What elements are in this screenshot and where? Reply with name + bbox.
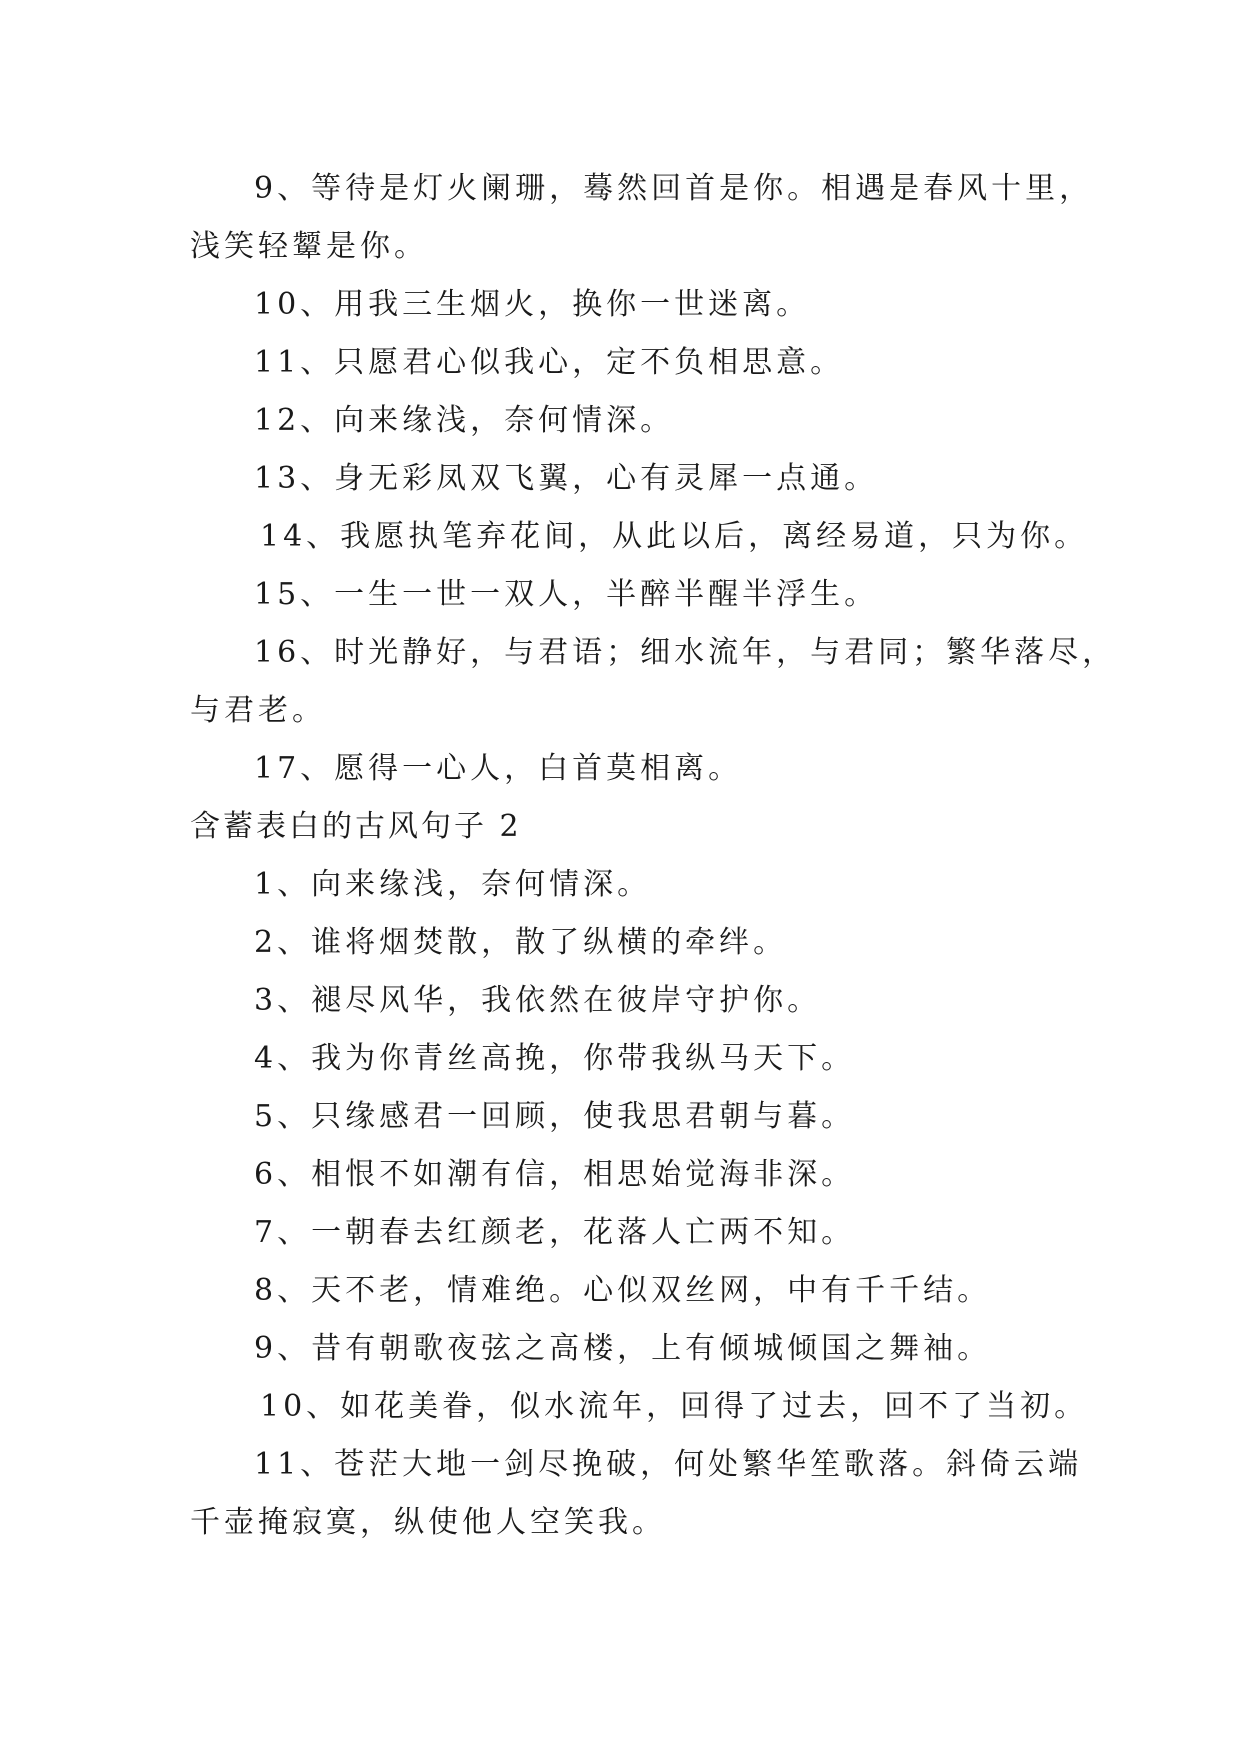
paragraph-line: 1、向来缘浅，奈何情深。 (254, 867, 652, 902)
paragraph-line: 千壶掩寂寞，纵使他人空笑我。 (190, 1505, 666, 1540)
paragraph-line: 5、只缘感君一回顾，使我思君朝与暮。 (254, 1099, 856, 1134)
paragraph-line: 8、天不老，情难绝。心似双丝网，中有千千结。 (254, 1273, 992, 1308)
paragraph-line: 4、我为你青丝高挽，你带我纵马天下。 (254, 1041, 856, 1076)
paragraph-line: 12、向来缘浅，奈何情深。 (254, 403, 675, 438)
paragraph-line: 17、愿得一心人，白首莫相离。 (254, 751, 743, 786)
paragraph-line: 14、我愿执笔弃花间，从此以后，离经易道，只为你。 (260, 519, 1089, 554)
paragraph-line: 9、等待是灯火阑珊，蓦然回首是你。相遇是春风十里， (254, 171, 1094, 206)
paragraph-line: 2、谁将烟焚散，散了纵横的牵绊。 (254, 925, 788, 960)
paragraph-line: 浅笑轻颦是你。 (190, 229, 428, 264)
paragraph-line: 11、苍茫大地一剑尽挽破，何处繁华笙歌落。斜倚云端 (254, 1447, 1083, 1482)
paragraph-line: 9、昔有朝歌夜弦之高楼，上有倾城倾国之舞袖。 (254, 1331, 992, 1366)
paragraph-line: 10、如花美眷，似水流年，回得了过去，回不了当初。 (260, 1389, 1089, 1424)
paragraph-line: 3、褪尽风华，我依然在彼岸守护你。 (254, 983, 822, 1018)
paragraph-line: 与君老。 (190, 693, 326, 728)
paragraph-line: 13、身无彩凤双飞翼，心有灵犀一点通。 (254, 461, 879, 496)
paragraph-line: 11、只愿君心似我心，定不负相思意。 (254, 345, 845, 380)
paragraph-line: 7、一朝春去红颜老，花落人亡两不知。 (254, 1215, 856, 1250)
paragraph-line: 10、用我三生烟火，换你一世迷离。 (254, 287, 811, 322)
document-body (190, 160, 1117, 1552)
paragraph-line: 16、时光静好，与君语；细水流年，与君同；繁华落尽， (254, 635, 1117, 670)
paragraph-line: 15、一生一世一双人，半醉半醒半浮生。 (254, 577, 879, 612)
paragraph-line: 6、相恨不如潮有信，相思始觉海非深。 (254, 1157, 856, 1192)
section-heading: 含蓄表白的古风句子 2 (190, 809, 522, 844)
